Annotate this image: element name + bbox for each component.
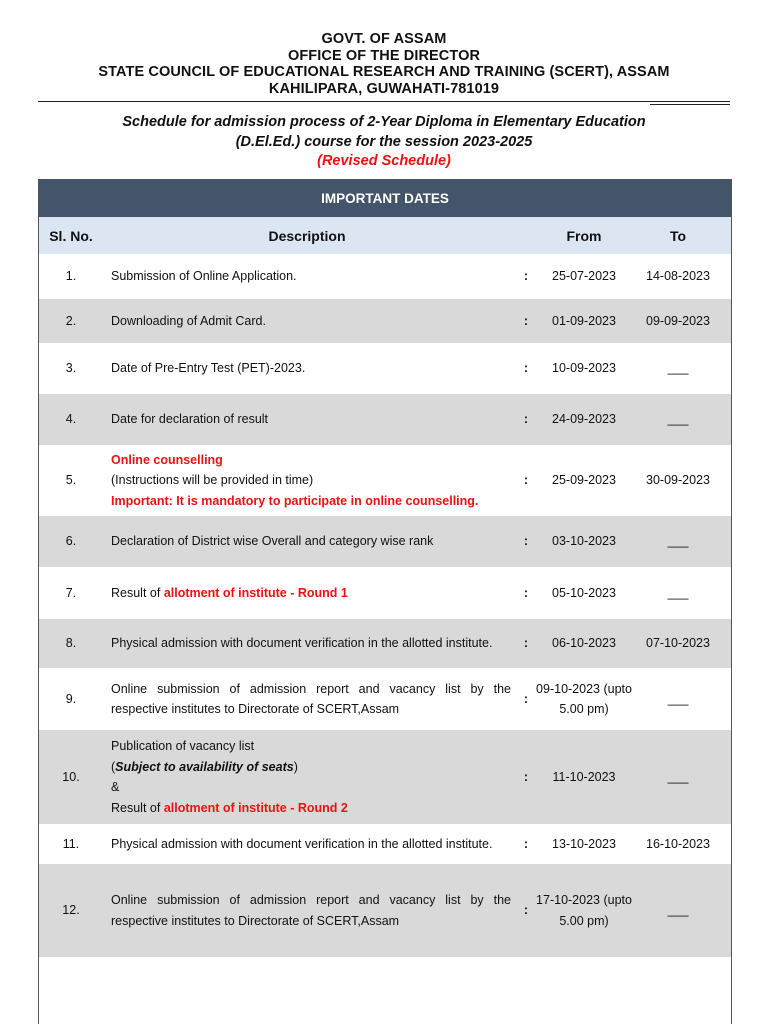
header-office: OFFICE OF THE DIRECTOR bbox=[287, 47, 481, 64]
document-header bbox=[0, 31, 768, 97]
table-row: 4. Date for declaration of result : 24-09-2023 ___ bbox=[39, 394, 731, 445]
col-sl-no: Sl. No. bbox=[49, 227, 93, 244]
schedule-table bbox=[38, 179, 732, 1024]
schedule-title-line2: (D.El.Ed.) course for the session 2023-2025 bbox=[235, 133, 533, 150]
header-address: KAHILIPARA, GUWAHATI-781019 bbox=[268, 80, 500, 97]
table-row: 6. Declaration of District wise Overall and category wise rank : 03-10-2023 ___ bbox=[39, 516, 731, 567]
online-counselling-label: Online counselling bbox=[111, 452, 223, 467]
table-row: 7. Result of allotment of institute - Round 1 : 05-10-2023 ___ bbox=[65, 585, 689, 600]
table-row: 11. Physical admission with document verification in the allotted institute. : 13-10-2023 16-10-2023 bbox=[62, 836, 710, 851]
table-row: 12. Online submission of admission report and vacancy list by the respective institutes to Directorate of SCERT,Assam : 17-10-2023 (upto 5.00 pm) ___ bbox=[39, 864, 731, 957]
table-row: 8. Physical admission with document verification in the allotted institute. : 06-10-2023 07-10-2023 bbox=[39, 619, 731, 668]
header-divider-accent bbox=[650, 104, 730, 105]
table-row: 3. Date of Pre-Entry Test (PET)-2023. : 10-09-2023 ___ bbox=[65, 361, 689, 376]
mandatory-notice: Important: It is mandatory to participate in online counselling. bbox=[111, 493, 479, 508]
table-column-headers bbox=[39, 217, 731, 254]
revised-label: (Revised Schedule) bbox=[317, 153, 451, 169]
schedule-title bbox=[0, 113, 768, 172]
col-from: From bbox=[566, 227, 602, 244]
col-description: Description bbox=[268, 227, 346, 244]
header-divider bbox=[38, 101, 730, 102]
header-govt: GOVT. OF ASSAM bbox=[321, 31, 447, 47]
header-council: STATE COUNCIL OF EDUCATIONAL RESEARCH AND TRAINING (SCERT), ASSAM bbox=[98, 64, 670, 80]
round2-highlight: allotment of institute - Round 2 bbox=[163, 800, 348, 815]
table-row: 9. Online submission of admission report and vacancy list by the respective institutes to Directorate of SCERT,Assam : 09-10-2023 (upto 5.00 pm) ___ bbox=[65, 681, 689, 716]
table-row: 2. Downloading of Admit Card. : 01-09-2023 09-09-2023 bbox=[39, 299, 731, 343]
table-row: 1. Submission of Online Application. : 25-07-2023 14-08-2023 bbox=[65, 269, 710, 284]
table-banner: IMPORTANT DATES bbox=[39, 179, 731, 217]
table-row: 10. Publication of vacancy list (Subject to availability of seats) & Result of allotment of institute - Round 2 : 11-10-2023 ___ bbox=[39, 730, 731, 824]
col-to: To bbox=[669, 227, 687, 244]
table-row: 5. Online counselling (Instructions will be provided in time) Important: It is mandatory to participate in online counselling. : 25-09-2023 30-09-2023 bbox=[39, 445, 731, 516]
schedule-title-line1: Schedule for admission process of 2-Year Diploma in Elementary Education bbox=[122, 114, 646, 130]
round1-highlight: allotment of institute - Round 1 bbox=[163, 585, 348, 600]
